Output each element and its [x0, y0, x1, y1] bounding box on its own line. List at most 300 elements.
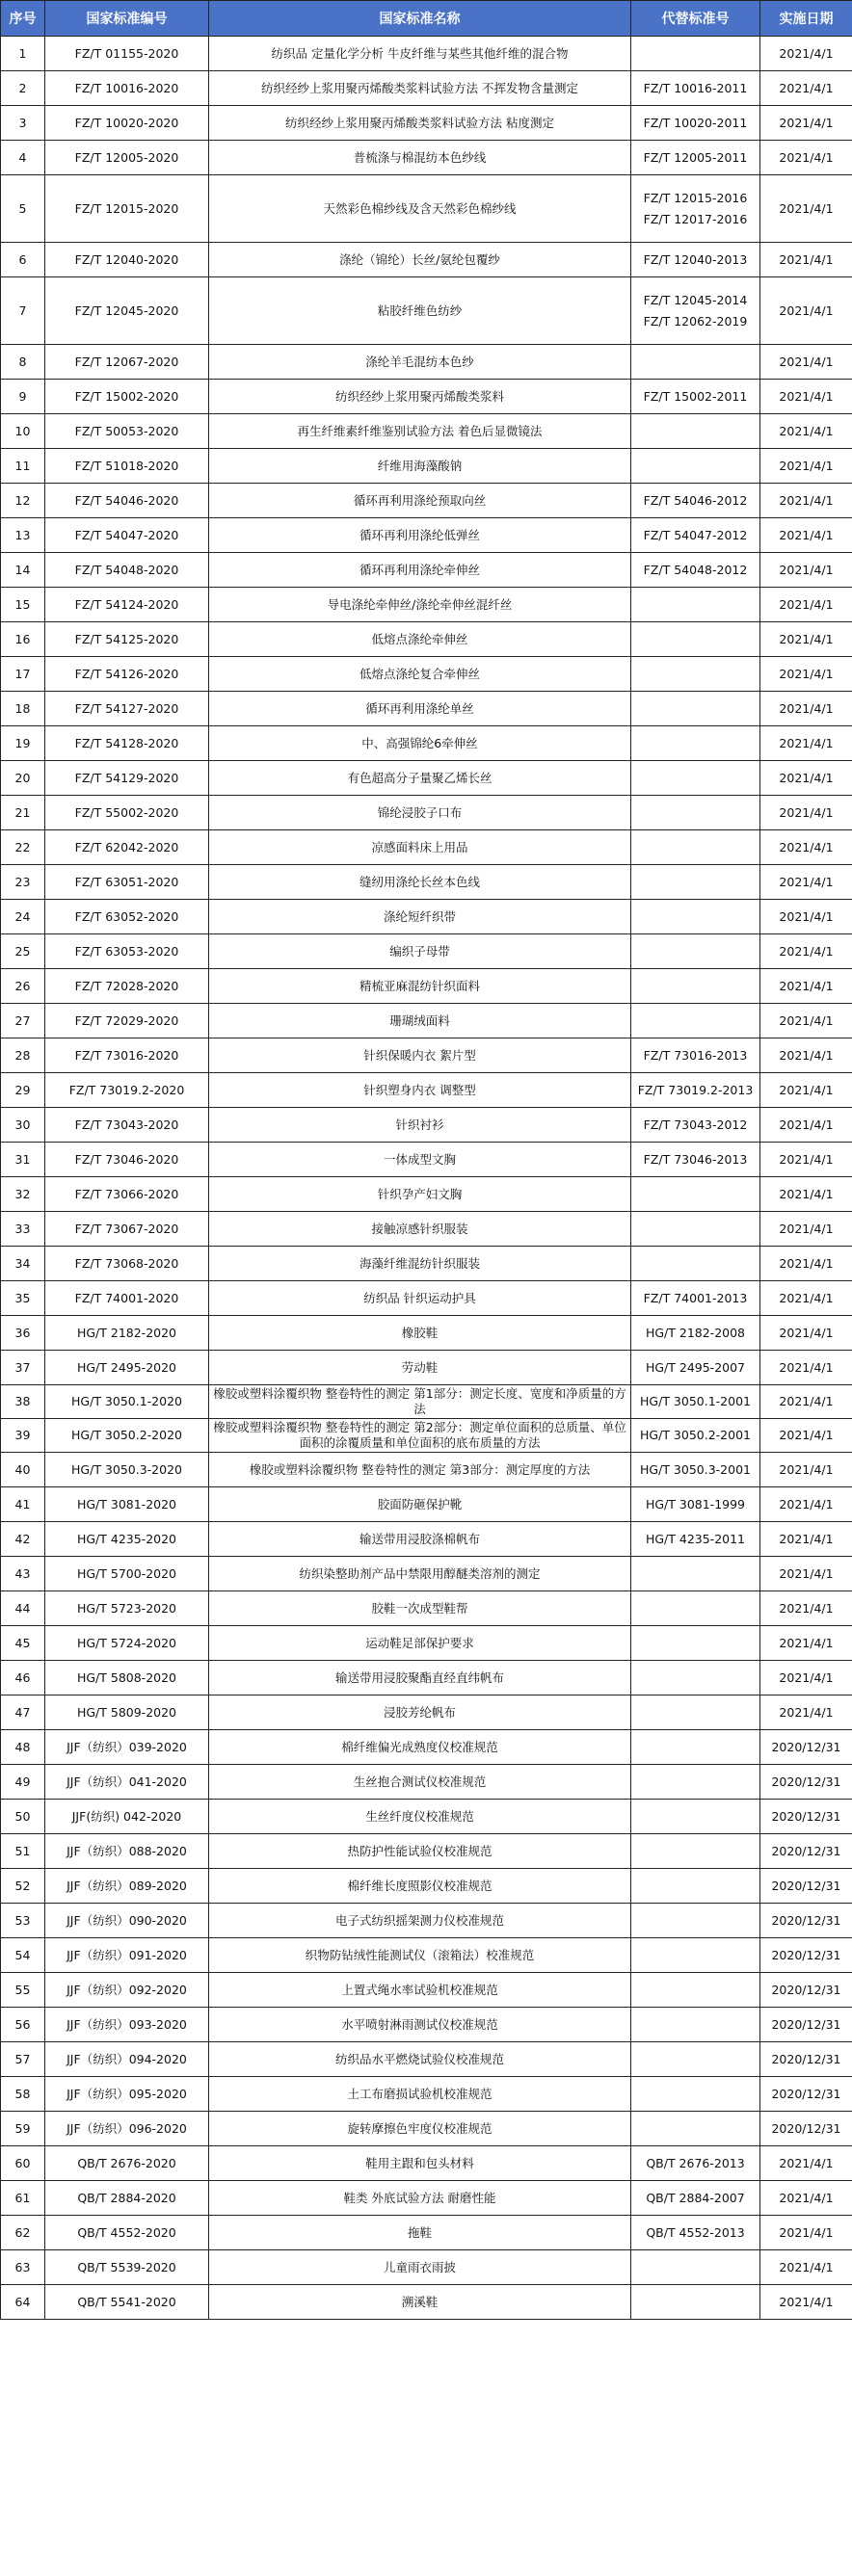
- replaced-standard: [631, 1834, 760, 1869]
- table-row: [1, 1661, 852, 1695]
- row-number: 17: [1, 657, 45, 692]
- row-number: 43: [1, 1557, 45, 1591]
- standard-name: 锦纶浸胶子口布: [209, 796, 631, 830]
- row-number: 16: [1, 622, 45, 657]
- row-number: 35: [1, 1281, 45, 1316]
- replaced-standard: [631, 1626, 760, 1661]
- standard-name: 涤纶（锦纶）长丝/氨纶包覆纱: [209, 243, 631, 277]
- standard-code: QB/T 5541-2020: [45, 2285, 209, 2320]
- table-row: [1, 1938, 852, 1973]
- row-number: 45: [1, 1626, 45, 1661]
- table-row: [1, 106, 852, 141]
- standard-name: 针织孕产妇文胸: [209, 1177, 631, 1212]
- effective-date: 2020/12/31: [760, 1765, 852, 1800]
- table-row: [1, 1626, 852, 1661]
- row-number: 42: [1, 1522, 45, 1557]
- effective-date: 2021/4/1: [760, 726, 852, 761]
- standard-code: FZ/T 73066-2020: [45, 1177, 209, 1212]
- effective-date: 2021/4/1: [760, 796, 852, 830]
- standard-code: JJF（纺织）091-2020: [45, 1938, 209, 1973]
- table-row: [1, 2077, 852, 2112]
- effective-date: 2020/12/31: [760, 2042, 852, 2077]
- table-row: [1, 37, 852, 71]
- table-row: [1, 553, 852, 588]
- row-number: 60: [1, 2146, 45, 2181]
- standard-code: HG/T 4235-2020: [45, 1522, 209, 1557]
- replaced-standard: [631, 1143, 760, 1177]
- row-number: 30: [1, 1108, 45, 1143]
- standard-name: 针织保暖内衣 絮片型: [209, 1038, 631, 1073]
- standard-code: FZ/T 12067-2020: [45, 345, 209, 380]
- standard-code: FZ/T 73067-2020: [45, 1212, 209, 1247]
- standard-name: 针织塑身内衣 调整型: [209, 1073, 631, 1108]
- standard-name: 输送带用浸胶涤棉帆布: [209, 1522, 631, 1557]
- standard-name: 棉纤维偏光成熟度仪校准规范: [209, 1730, 631, 1765]
- replaced-standard: [631, 2181, 760, 2216]
- effective-date: 2021/4/1: [760, 2146, 852, 2181]
- replaced-standard: [631, 141, 760, 175]
- replaced-standard: [631, 1522, 760, 1557]
- table-row: [1, 830, 852, 865]
- standard-name: 纺织品水平燃烧试验仪校准规范: [209, 2042, 631, 2077]
- replaced-standard: [631, 106, 760, 141]
- replaced-standard: [631, 553, 760, 588]
- row-number: 63: [1, 2250, 45, 2285]
- standard-code: FZ/T 54124-2020: [45, 588, 209, 622]
- standard-code: HG/T 5700-2020: [45, 1557, 209, 1591]
- row-number: 64: [1, 2285, 45, 2320]
- table-row: [1, 1487, 852, 1522]
- standard-code: JJF（纺织）089-2020: [45, 1869, 209, 1904]
- replaced-standard: [631, 449, 760, 484]
- row-number: 1: [1, 37, 45, 71]
- standard-name: 溯溪鞋: [209, 2285, 631, 2320]
- standard-name: 中、高强锦纶6牵伸丝: [209, 726, 631, 761]
- header-date: 实施日期: [760, 1, 852, 37]
- standard-name: 天然彩色棉纱线及含天然彩色棉纱线: [209, 175, 631, 243]
- standard-code: JJF（纺织）094-2020: [45, 2042, 209, 2077]
- replaced-standard: [631, 345, 760, 380]
- table-row: [1, 1004, 852, 1038]
- row-number: 50: [1, 1800, 45, 1834]
- replaced-standard-code: FZ/T 74001-2013: [643, 1290, 748, 1305]
- standard-name: 低熔点涤纶牵伸丝: [209, 622, 631, 657]
- effective-date: 2021/4/1: [760, 449, 852, 484]
- standard-code: FZ/T 63053-2020: [45, 934, 209, 969]
- effective-date: 2021/4/1: [760, 2216, 852, 2250]
- standard-name: 纺织品 针织运动护具: [209, 1281, 631, 1316]
- effective-date: 2020/12/31: [760, 1834, 852, 1869]
- replaced-standard-code: FZ/T 73019.2-2013: [637, 1082, 754, 1097]
- row-number: 20: [1, 761, 45, 796]
- replaced-standard: [631, 1212, 760, 1247]
- row-number: 47: [1, 1695, 45, 1730]
- effective-date: 2021/4/1: [760, 1247, 852, 1281]
- standard-code: FZ/T 54048-2020: [45, 553, 209, 588]
- replaced-standard-code: HG/T 3050.2-2001: [640, 1428, 751, 1443]
- table-row: [1, 277, 852, 345]
- replaced-standard: [631, 1281, 760, 1316]
- standard-code: FZ/T 50053-2020: [45, 414, 209, 449]
- row-number: 3: [1, 106, 45, 141]
- replaced-standard: [631, 796, 760, 830]
- standard-code: FZ/T 73068-2020: [45, 1247, 209, 1281]
- replaced-standard: [631, 243, 760, 277]
- table-row: [1, 1143, 852, 1177]
- effective-date: 2021/4/1: [760, 1419, 852, 1453]
- effective-date: 2021/4/1: [760, 900, 852, 934]
- row-number: 10: [1, 414, 45, 449]
- standard-code: HG/T 3050.3-2020: [45, 1453, 209, 1487]
- standard-code: FZ/T 54128-2020: [45, 726, 209, 761]
- table-row: [1, 1695, 852, 1730]
- row-number: 19: [1, 726, 45, 761]
- replaced-standard-code: FZ/T 12015-2016: [643, 190, 748, 205]
- table-row: [1, 622, 852, 657]
- replaced-standard: [631, 726, 760, 761]
- standard-name: 儿童雨衣雨披: [209, 2250, 631, 2285]
- row-number: 25: [1, 934, 45, 969]
- standard-code: QB/T 4552-2020: [45, 2216, 209, 2250]
- standard-name: 鞋类 外底试验方法 耐磨性能: [209, 2181, 631, 2216]
- table-row: [1, 1351, 852, 1385]
- standard-name: 橡胶或塑料涂覆织物 整卷特性的测定 第1部分：测定长度、宽度和净质量的方法: [209, 1385, 631, 1419]
- standard-name: 橡胶或塑料涂覆织物 整卷特性的测定 第2部分：测定单位面积的总质量、单位面积的涂覆质量和单位面积的底布质量的方法: [209, 1419, 631, 1453]
- replaced-standard: [631, 1247, 760, 1281]
- standard-name: 纺织染整助剂产品中禁限用醇醚类溶剂的测定: [209, 1557, 631, 1591]
- effective-date: 2021/4/1: [760, 106, 852, 141]
- replaced-standard-code: FZ/T 73043-2012: [643, 1117, 748, 1132]
- standard-name: 劳动鞋: [209, 1351, 631, 1385]
- standard-code: FZ/T 54047-2020: [45, 518, 209, 553]
- replaced-standard: [631, 277, 760, 345]
- standard-name: 凉感面料床上用品: [209, 830, 631, 865]
- effective-date: 2021/4/1: [760, 277, 852, 345]
- standard-name: 导电涤纶牵伸丝/涤纶牵伸丝混纤丝: [209, 588, 631, 622]
- replaced-standard: [631, 865, 760, 900]
- row-number: 4: [1, 141, 45, 175]
- row-number: 33: [1, 1212, 45, 1247]
- replaced-standard: [631, 1661, 760, 1695]
- standard-code: FZ/T 54125-2020: [45, 622, 209, 657]
- standard-name: 涤纶短纤织带: [209, 900, 631, 934]
- standard-name: 缝纫用涤纶长丝本色线: [209, 865, 631, 900]
- standard-name: 织物防钻绒性能测试仪（滚箱法）校准规范: [209, 1938, 631, 1973]
- standard-code: FZ/T 54129-2020: [45, 761, 209, 796]
- standard-name: 输送带用浸胶聚酯直经直纬帆布: [209, 1661, 631, 1695]
- replaced-standard: [631, 2077, 760, 2112]
- standard-code: FZ/T 74001-2020: [45, 1281, 209, 1316]
- row-number: 39: [1, 1419, 45, 1453]
- replaced-standard-code: HG/T 4235-2011: [645, 1531, 746, 1546]
- table-row: [1, 657, 852, 692]
- header-name: 国家标准名称: [209, 1, 631, 37]
- effective-date: 2021/4/1: [760, 830, 852, 865]
- replaced-standard: [631, 900, 760, 934]
- effective-date: 2020/12/31: [760, 1869, 852, 1904]
- replaced-standard-code: FZ/T 73016-2013: [643, 1047, 748, 1063]
- row-number: 54: [1, 1938, 45, 1973]
- row-number: 38: [1, 1385, 45, 1419]
- header-code: 国家标准编号: [45, 1, 209, 37]
- replaced-standard: [631, 1730, 760, 1765]
- effective-date: 2021/4/1: [760, 588, 852, 622]
- table-row: [1, 726, 852, 761]
- standard-code: QB/T 2884-2020: [45, 2181, 209, 2216]
- replaced-standard: [631, 1177, 760, 1212]
- standard-code: FZ/T 54046-2020: [45, 484, 209, 518]
- standard-name: 粘胶纤维色纺纱: [209, 277, 631, 345]
- standard-code: FZ/T 54127-2020: [45, 692, 209, 726]
- standard-name: 运动鞋足部保护要求: [209, 1626, 631, 1661]
- effective-date: 2021/4/1: [760, 692, 852, 726]
- standard-name: 土工布磨损试验机校准规范: [209, 2077, 631, 2112]
- effective-date: 2020/12/31: [760, 1904, 852, 1938]
- replaced-standard-code: QB/T 2884-2007: [646, 2190, 745, 2205]
- table-row: [1, 2112, 852, 2146]
- row-number: 48: [1, 1730, 45, 1765]
- replaced-standard: [631, 2250, 760, 2285]
- standard-name: 循环再利用涤纶低弹丝: [209, 518, 631, 553]
- standard-code: JJF（纺织）095-2020: [45, 2077, 209, 2112]
- replaced-standard: [631, 1316, 760, 1351]
- effective-date: 2021/4/1: [760, 1557, 852, 1591]
- row-number: 12: [1, 484, 45, 518]
- replaced-standard: [631, 2285, 760, 2320]
- effective-date: 2020/12/31: [760, 1800, 852, 1834]
- effective-date: 2021/4/1: [760, 1143, 852, 1177]
- standard-name: 精梳亚麻混纺针织面料: [209, 969, 631, 1004]
- standard-name: 棉纤维长度照影仪校准规范: [209, 1869, 631, 1904]
- row-number: 57: [1, 2042, 45, 2077]
- effective-date: 2021/4/1: [760, 380, 852, 414]
- replaced-standard: [631, 2216, 760, 2250]
- effective-date: 2021/4/1: [760, 761, 852, 796]
- row-number: 23: [1, 865, 45, 900]
- standard-code: JJF（纺织）093-2020: [45, 2008, 209, 2042]
- replaced-standard-code: HG/T 3050.3-2001: [640, 1461, 751, 1477]
- effective-date: 2021/4/1: [760, 865, 852, 900]
- effective-date: 2021/4/1: [760, 657, 852, 692]
- replaced-standard-code: FZ/T 73046-2013: [643, 1151, 748, 1167]
- table-row: [1, 1973, 852, 2008]
- row-number: 36: [1, 1316, 45, 1351]
- replaced-standard-code: FZ/T 54048-2012: [643, 562, 748, 577]
- replaced-standard: [631, 1004, 760, 1038]
- replaced-standard: [631, 692, 760, 726]
- standard-name: 接触凉感针织服装: [209, 1212, 631, 1247]
- table-row: [1, 1038, 852, 1073]
- effective-date: 2021/4/1: [760, 2250, 852, 2285]
- row-number: 51: [1, 1834, 45, 1869]
- table-row: [1, 900, 852, 934]
- table-row: [1, 414, 852, 449]
- standard-code: HG/T 5808-2020: [45, 1661, 209, 1695]
- row-number: 34: [1, 1247, 45, 1281]
- table-row: [1, 1073, 852, 1108]
- row-number: 53: [1, 1904, 45, 1938]
- standard-code: HG/T 2495-2020: [45, 1351, 209, 1385]
- replaced-standard: [631, 1695, 760, 1730]
- effective-date: 2021/4/1: [760, 414, 852, 449]
- replaced-standard-code: HG/T 2495-2007: [645, 1359, 746, 1375]
- standard-code: FZ/T 12005-2020: [45, 141, 209, 175]
- standard-code: HG/T 5724-2020: [45, 1626, 209, 1661]
- standard-code: HG/T 3050.1-2020: [45, 1385, 209, 1419]
- table-row: [1, 345, 852, 380]
- replaced-standard: [631, 1385, 760, 1419]
- row-number: 44: [1, 1591, 45, 1626]
- effective-date: 2021/4/1: [760, 1281, 852, 1316]
- row-number: 31: [1, 1143, 45, 1177]
- standard-code: HG/T 5723-2020: [45, 1591, 209, 1626]
- effective-date: 2021/4/1: [760, 1316, 852, 1351]
- replaced-standard: [631, 1800, 760, 1834]
- row-number: 62: [1, 2216, 45, 2250]
- replaced-standard: [631, 934, 760, 969]
- replaced-standard-code: HG/T 2182-2008: [645, 1325, 746, 1340]
- standard-name: 一体成型文胸: [209, 1143, 631, 1177]
- replaced-standard: [631, 1869, 760, 1904]
- replaced-standard-code: QB/T 4552-2013: [646, 2224, 745, 2240]
- replaced-standard-code: FZ/T 12040-2013: [643, 251, 748, 267]
- replaced-standard-code: FZ/T 15002-2011: [643, 388, 748, 404]
- table-row: [1, 449, 852, 484]
- table-row: [1, 1247, 852, 1281]
- effective-date: 2021/4/1: [760, 484, 852, 518]
- table-row: [1, 2042, 852, 2077]
- standard-name: 再生纤维素纤维鉴别试验方法 着色后显微镜法: [209, 414, 631, 449]
- standard-code: FZ/T 73019.2-2020: [45, 1073, 209, 1108]
- standard-name: 生丝纤度仪校准规范: [209, 1800, 631, 1834]
- effective-date: 2021/4/1: [760, 37, 852, 71]
- replaced-standard: [631, 1038, 760, 1073]
- table-row: [1, 1765, 852, 1800]
- table-row: [1, 1108, 852, 1143]
- standard-name: 普梳涤与棉混纺本色纱线: [209, 141, 631, 175]
- standard-code: FZ/T 63052-2020: [45, 900, 209, 934]
- standard-name: 纺织经纱上浆用聚丙烯酸类浆料试验方法 粘度测定: [209, 106, 631, 141]
- standard-code: FZ/T 10016-2020: [45, 71, 209, 106]
- replaced-standard: [631, 1073, 760, 1108]
- standard-name: 珊瑚绒面料: [209, 1004, 631, 1038]
- table-row: [1, 1557, 852, 1591]
- replaced-standard: [631, 2112, 760, 2146]
- table-row: [1, 1904, 852, 1938]
- row-number: 32: [1, 1177, 45, 1212]
- replaced-standard: [631, 175, 760, 243]
- row-number: 14: [1, 553, 45, 588]
- standard-name: 涤纶羊毛混纺本色纱: [209, 345, 631, 380]
- standard-code: FZ/T 72029-2020: [45, 1004, 209, 1038]
- standard-name: 低熔点涤纶复合牵伸丝: [209, 657, 631, 692]
- standard-name: 生丝抱合测试仪校准规范: [209, 1765, 631, 1800]
- replaced-standard: [631, 1904, 760, 1938]
- row-number: 29: [1, 1073, 45, 1108]
- row-number: 52: [1, 1869, 45, 1904]
- effective-date: 2021/4/1: [760, 175, 852, 243]
- header-no: 序号: [1, 1, 45, 37]
- effective-date: 2020/12/31: [760, 1730, 852, 1765]
- replaced-standard: [631, 1591, 760, 1626]
- replaced-standard-code: HG/T 3081-1999: [645, 1496, 746, 1511]
- standard-code: JJF（纺织）039-2020: [45, 1730, 209, 1765]
- effective-date: 2021/4/1: [760, 1004, 852, 1038]
- row-number: 46: [1, 1661, 45, 1695]
- replaced-standard: [631, 518, 760, 553]
- replaced-standard-code: QB/T 2676-2013: [646, 2155, 745, 2170]
- standard-code: FZ/T 73016-2020: [45, 1038, 209, 1073]
- effective-date: 2021/4/1: [760, 1351, 852, 1385]
- replaced-standard: [631, 588, 760, 622]
- standard-code: FZ/T 01155-2020: [45, 37, 209, 71]
- replaced-standard: [631, 414, 760, 449]
- effective-date: 2020/12/31: [760, 2077, 852, 2112]
- effective-date: 2021/4/1: [760, 1038, 852, 1073]
- effective-date: 2021/4/1: [760, 553, 852, 588]
- standard-name: 纺织品 定量化学分析 牛皮纤维与某些其他纤维的混合物: [209, 37, 631, 71]
- effective-date: 2021/4/1: [760, 345, 852, 380]
- row-number: 15: [1, 588, 45, 622]
- replaced-standard-code: FZ/T 10020-2011: [643, 115, 748, 130]
- effective-date: 2020/12/31: [760, 2008, 852, 2042]
- standard-name: 电子式纺织摇架测力仪校准规范: [209, 1904, 631, 1938]
- standard-name: 有色超高分子量聚乙烯长丝: [209, 761, 631, 796]
- replaced-standard: [631, 1765, 760, 1800]
- table-row: [1, 796, 852, 830]
- effective-date: 2020/12/31: [760, 1973, 852, 2008]
- replaced-standard: [631, 1557, 760, 1591]
- replaced-standard: [631, 1487, 760, 1522]
- standard-code: FZ/T 63051-2020: [45, 865, 209, 900]
- effective-date: 2021/4/1: [760, 1108, 852, 1143]
- replaced-standard-code: FZ/T 12062-2019: [643, 313, 748, 329]
- row-number: 41: [1, 1487, 45, 1522]
- effective-date: 2021/4/1: [760, 1453, 852, 1487]
- table-row: [1, 380, 852, 414]
- standard-name: 橡胶鞋: [209, 1316, 631, 1351]
- standard-code: FZ/T 12015-2020: [45, 175, 209, 243]
- standard-code: HG/T 3050.2-2020: [45, 1419, 209, 1453]
- standard-name: 循环再利用涤纶单丝: [209, 692, 631, 726]
- effective-date: 2021/4/1: [760, 2181, 852, 2216]
- row-number: 56: [1, 2008, 45, 2042]
- standard-name: 热防护性能试验仪校准规范: [209, 1834, 631, 1869]
- table-header: [1, 1, 852, 37]
- row-number: 13: [1, 518, 45, 553]
- standard-code: HG/T 3081-2020: [45, 1487, 209, 1522]
- table-row: [1, 71, 852, 106]
- table-row: [1, 484, 852, 518]
- replaced-standard-code: FZ/T 54047-2012: [643, 527, 748, 542]
- effective-date: 2021/4/1: [760, 1487, 852, 1522]
- effective-date: 2021/4/1: [760, 1695, 852, 1730]
- standard-code: FZ/T 15002-2020: [45, 380, 209, 414]
- standard-name: 上置式绳水率试验机校准规范: [209, 1973, 631, 2008]
- replaced-standard: [631, 484, 760, 518]
- standard-name: 纺织经纱上浆用聚丙烯酸类浆料: [209, 380, 631, 414]
- effective-date: 2021/4/1: [760, 969, 852, 1004]
- replaced-standard: [631, 37, 760, 71]
- standard-name: 循环再利用涤纶预取向丝: [209, 484, 631, 518]
- standard-code: FZ/T 10020-2020: [45, 106, 209, 141]
- effective-date: 2021/4/1: [760, 1385, 852, 1419]
- replaced-standard-code: HG/T 3050.1-2001: [640, 1394, 751, 1409]
- standard-name: 纺织经纱上浆用聚丙烯酸类浆料试验方法 不挥发物含量测定: [209, 71, 631, 106]
- table-row: [1, 1316, 852, 1351]
- standard-name: 针织衬衫: [209, 1108, 631, 1143]
- table-row: [1, 2250, 852, 2285]
